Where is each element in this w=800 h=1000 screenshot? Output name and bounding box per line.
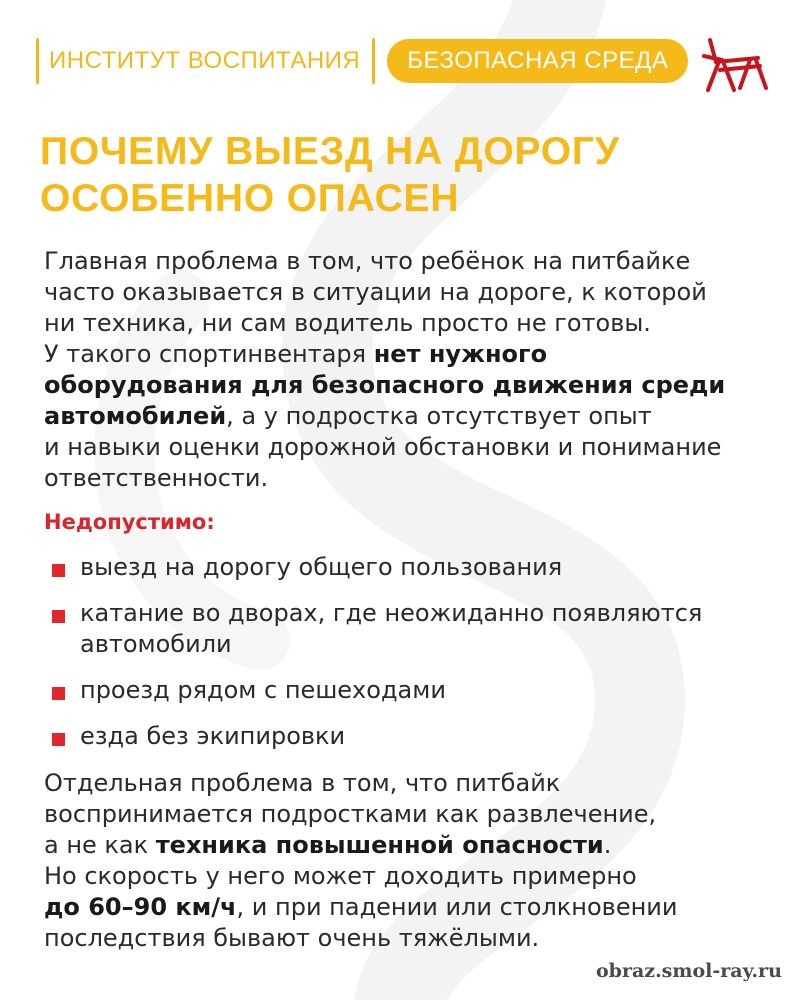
list-item-text: проезд рядом с пешеходами (80, 676, 446, 704)
warning-heading: Недопустимо: (44, 510, 215, 534)
intro-paragraph (44, 246, 725, 494)
red-square-bullet-icon (52, 687, 65, 700)
title-line: ОСОБЕННО ОПАСЕН (40, 177, 460, 220)
outro-paragraph (44, 768, 677, 954)
text-line: а не как (44, 831, 156, 859)
brand-name: ИНСТИТУТ ВОСПИТАНИЯ (49, 47, 361, 74)
bold-text: автомобилей (44, 402, 227, 430)
header-divider-bar (372, 38, 375, 84)
red-square-bullet-icon (52, 733, 65, 746)
text-line: и навыки оценки дорожной обстановки и понимание (44, 433, 722, 461)
bold-text: оборудования для безопасного движения среди (44, 371, 726, 399)
list-item-text: автомобили (80, 630, 232, 658)
site-watermark: obraz.smol-ray.ru (596, 960, 782, 982)
text-line: Отдельная проблема в том, что питбайк (44, 769, 561, 797)
bold-text: нет нужного (373, 340, 548, 368)
text-line: часто оказывается в ситуации на дороге, к которой (44, 278, 707, 306)
list-item-text: катание во дворах, где неожиданно появляются (80, 599, 703, 627)
text-line: воспринимается подростками как развлечение, (44, 800, 657, 828)
list-item (44, 552, 764, 583)
text-line: ответственности. (44, 464, 269, 492)
text-line: Главная проблема в том, что ребёнок на питбайке (44, 247, 691, 275)
bold-text: техника повышенной опасности (155, 831, 604, 859)
prohibited-list (44, 552, 764, 767)
list-item (44, 598, 764, 660)
text-line: . (603, 831, 612, 859)
header-divider-bar (36, 38, 39, 84)
red-chair-logo-icon (700, 36, 770, 94)
text-line: У такого спортинвентаря (44, 340, 374, 368)
text-line: , и при падении или столкновении (236, 893, 678, 921)
bold-text: до 60–90 км/ч (44, 893, 237, 921)
list-item-text: выезд на дорогу общего пользования (80, 553, 563, 581)
red-square-bullet-icon (52, 610, 65, 623)
category-badge: БЕЗОПАСНАЯ СРЕДА (387, 39, 688, 83)
page-title (40, 128, 620, 222)
text-line: Но скорость у него может доходить примерно (44, 862, 637, 890)
text-line: , а у подростка отсутствует опыт (226, 402, 652, 430)
list-item-text: езда без экипировки (80, 722, 346, 750)
text-line: ни техника, ни сам водитель просто не готовы. (44, 309, 651, 337)
text-line: последствия бывают очень тяжёлыми. (44, 924, 540, 952)
list-item (44, 721, 764, 752)
header (36, 36, 688, 86)
red-square-bullet-icon (52, 564, 65, 577)
title-line: ПОЧЕМУ ВЫЕЗД НА ДОРОГУ (40, 130, 620, 173)
list-item (44, 675, 764, 706)
